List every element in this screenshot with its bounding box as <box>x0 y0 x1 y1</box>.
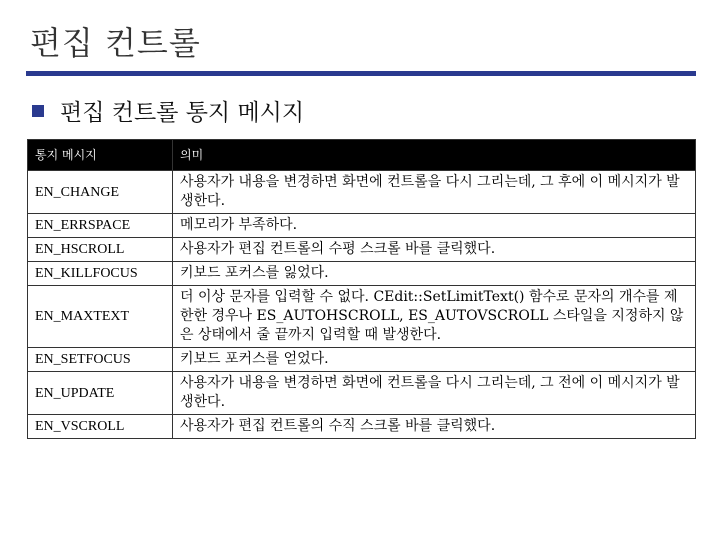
table-row <box>28 238 696 262</box>
title-divider <box>26 71 696 76</box>
message-name-cell: EN_HSCROLL <box>28 238 173 262</box>
bullet-text: 편집 컨트롤 통지 메시지 <box>60 100 305 126</box>
message-name-cell: EN_KILLFOCUS <box>28 262 173 286</box>
message-meaning-cell: 키보드 포커스를 얻었다. <box>173 348 696 372</box>
message-meaning-cell: 사용자가 내용을 변경하면 화면에 컨트롤을 다시 그리는데, 그 전에 이 메시지가 발생한다. <box>173 372 696 415</box>
message-name-cell: EN_MAXTEXT <box>28 286 173 348</box>
column-header-meaning: 의미 <box>173 140 696 171</box>
table-row <box>28 214 696 238</box>
message-meaning-cell: 사용자가 편집 컨트롤의 수평 스크롤 바를 클릭했다. <box>173 238 696 262</box>
message-meaning-cell: 더 이상 문자를 입력할 수 없다. CEdit::SetLimitText() 함수로 문자의 개수를 제한한 경우나 ES_AUTOHSCROLL, ES_AUTOVSCROLL 스타일을 지정하지 않은 상태에서 줄 끝까지 입력할 때 발생한다. <box>173 286 696 348</box>
table-row <box>28 348 696 372</box>
table-row <box>28 262 696 286</box>
column-header-message: 통지 메시지 <box>28 140 173 171</box>
message-name-cell: EN_CHANGE <box>28 171 173 214</box>
message-meaning-cell: 메모리가 부족하다. <box>173 214 696 238</box>
bullet-item <box>32 94 304 127</box>
table-row <box>28 286 696 348</box>
table-row <box>28 171 696 214</box>
table-header-row <box>28 140 696 171</box>
message-meaning-cell: 키보드 포커스를 잃었다. <box>173 262 696 286</box>
message-name-cell: EN_ERRSPACE <box>28 214 173 238</box>
message-meaning-cell: 사용자가 편집 컨트롤의 수직 스크롤 바를 클릭했다. <box>173 415 696 439</box>
slide-title: 편집 컨트롤 <box>30 24 201 62</box>
bullet-square-icon <box>32 105 44 117</box>
message-name-cell: EN_SETFOCUS <box>28 348 173 372</box>
message-name-cell: EN_UPDATE <box>28 372 173 415</box>
table-row <box>28 415 696 439</box>
notification-table <box>27 139 696 439</box>
message-meaning-cell: 사용자가 내용을 변경하면 화면에 컨트롤을 다시 그리는데, 그 후에 이 메시지가 발생한다. <box>173 171 696 214</box>
message-name-cell: EN_VSCROLL <box>28 415 173 439</box>
table-row <box>28 372 696 415</box>
